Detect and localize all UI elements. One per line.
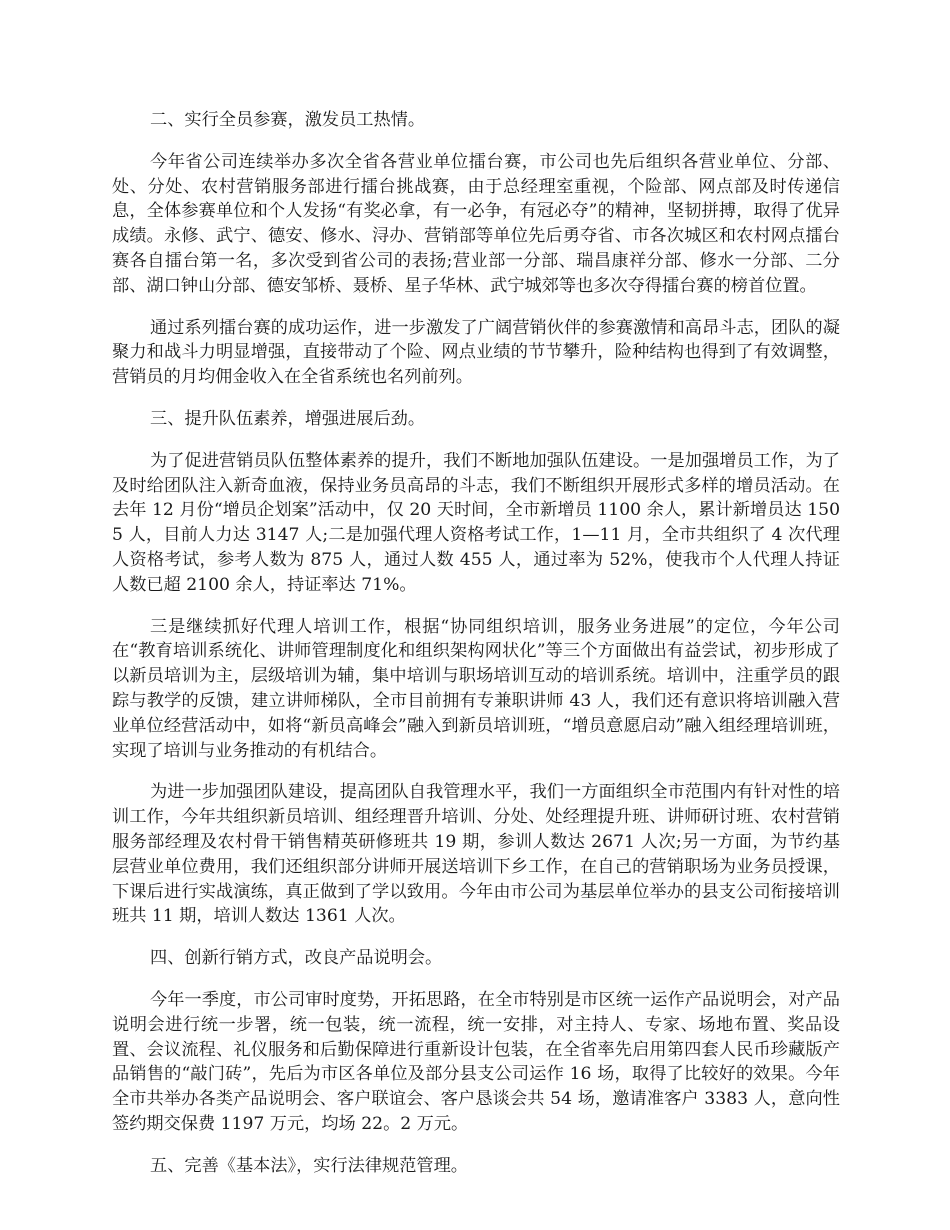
paragraph-product-meetings: 今年一季度，市公司审时度势，开拓思路，在全市特别是市区统一运作产品说明会，对产品说明会进行统一步署，统一包装，统一流程，统一安排，对主持人、专家、场地布置、奖品设置、会议流程、礼仪服务和后勤保障进行重新设计包装，在全省率先启用第四套人民币珍藏版产品销售的“敲门砖”，先后为市区各单位及部分县支公司运作 16 场，取得了比较好的效果。今年全市共举办各类产品说明会、客户联谊会、客户恳谈会共 54 场，邀请准客户 3383 人，意向性签约期交保费 1197 万元，均场 22。2 万元。 — [112, 989, 840, 1134]
paragraph-training: 三是继续抓好代理人培训工作，根据“协同组织培训，服务业务进展”的定位，今年公司在“教育培训系统化、讲师管理制度化和组织架构网状化”等三个方面做出有益尝试，初步形成了以新员培训为主，层级培训为辅，集中培训与职场培训互动的培训系统。培训中，注重学员的跟踪与教学的反馈，建立讲师梯队，全市目前拥有专兼职讲师 43 人，我们还有意识将培训融入营业单位经营活动中，如将“新员高峰会”融入到新员培训班，“增员意愿启动”融入组经理培训班，实现了培训与业务推动的有机结合。 — [112, 616, 840, 761]
document-body — [112, 108, 840, 1195]
paragraph-contest: 今年省公司连续举办多次全省各营业单位擂台赛，市公司也先后组织各营业单位、分部、处、分处、农村营销服务部进行擂台挑战赛，由于总经理室重视，个险部、网点部及时传递信息，全体参赛单位和个人发扬“有奖必拿，有一必争，有冠必夺”的精神，坚韧拼搏，取得了优异成绩。永修、武宁、德安、修水、浔办、营销部等单位先后勇夺省、市各次城区和农村网点擂台赛各自擂台第一名，多次受到省公司的表扬;营业部一分部、瑞昌康祥分部、修水一分部、二分部、湖口钟山分部、德安邹桥、聂桥、星子华林、武宁城郊等也多次夺得擂台赛的榜首位置。 — [112, 151, 840, 296]
section-heading-2: 二、实行全员参赛，激发员工热情。 — [150, 110, 426, 130]
paragraph-team-building: 为进一步加强团队建设，提高团队自我管理水平，我们一方面组织全市范围内有针对性的培训工作，今年共组织新员培训、组经理晋升培训、分处、处经理提升班、讲师研讨班、农村营销服务部经理及农村骨干销售精英研修班共 19 期，参训人数达 2671 人次;另一方面，为节约基层营业单位费用，我们还组织部分讲师开展送培训下乡工作，在自己的营销职场为业务员授课，下课后进行实战演练，真正做到了学以致用。今年由市公司为基层单位举办的县支公司衔接培训班共 11 期，培训人数达 1361 人次。 — [112, 782, 840, 927]
paragraph-recruitment: 为了促进营销员队伍整体素养的提升，我们不断地加强队伍建设。一是加强增员工作，为了及时给团队注入新奇血液，保持业务员高昂的斗志，我们不断组织开展形式多样的增员活动。在去年 12 月份“增员企划案”活动中，仅 20 天时间，全市新增员 1100 余人，累计新增员达 1505 人，目前人力达 3147 人;二是加强代理人资格考试工作，1—11 月，全市共组织了 4 次代理人资格考试，参考人数为 875 人，通过人数 455 人，通过率为 52%，使我市个人代理人持证人数已超 2100 余人，持证率达 71%。 — [112, 450, 840, 595]
section-heading-4: 四、创新行销方式，改良产品说明会。 — [150, 948, 443, 969]
section-heading-3: 三、提升队伍素养，增强进展后劲。 — [150, 408, 426, 429]
section-heading-5: 五、完善《基本法》，实行法律规范管理。 — [150, 1155, 468, 1176]
paragraph-contest-results: 通过系列擂台赛的成功运作，进一步激发了广阔营销伙伴的参赛激情和高昂斗志，团队的凝聚力和战斗力明显增强，直接带动了个险、网点业绩的节节攀升，险种结构也得到了有效调整，营销员的月均佣金收入在全省系统也名列前列。 — [112, 317, 840, 388]
